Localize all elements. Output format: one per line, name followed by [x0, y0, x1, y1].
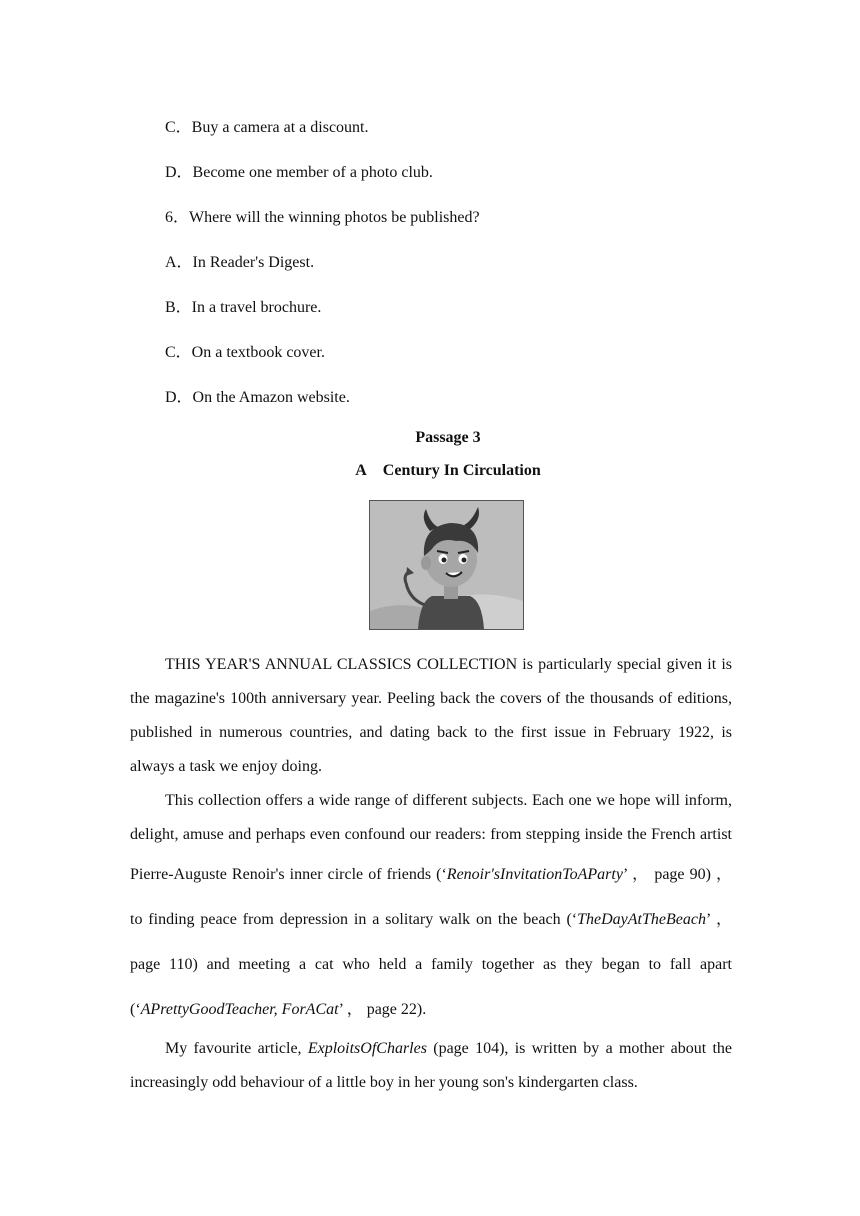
- passage-title: A Century In Circulation: [355, 462, 541, 479]
- option-d-prev: D．Become one member of a photo club.: [165, 164, 433, 181]
- question-6-option-b: B．In a travel brochure.: [165, 299, 322, 316]
- article-title-cat: APrettyGoodTeacher, ForACat: [140, 1001, 339, 1018]
- paragraph-3: [130, 1032, 732, 1100]
- question-6-option-c: C．On a textbook cover.: [165, 344, 325, 361]
- paragraph-1: THIS YEAR'S ANNUAL CLASSICS COLLECTION is particularly special given it is the magazine's 100th anniversary year. Peeling back the covers of the thousands of editions, published in numerous countries, and dating back to the first issue in February 1922, is always a task we enjoy doing.: [130, 656, 732, 775]
- question-6-stem: 6．Where will the winning photos be published?: [165, 209, 480, 226]
- paragraph-2-seg-1: (‘: [436, 866, 447, 883]
- paragraph-2: [130, 784, 732, 1032]
- question-6-option-d: D．On the Amazon website.: [165, 389, 350, 406]
- paragraph-3-rest: (page 104), is written by a mother about the increasingly odd behaviour of a little boy in her young son's kindergarten class.: [130, 1040, 732, 1091]
- passage-body: [130, 648, 732, 1100]
- paragraph-2-intro: This collection offers a wide range of different subjects. Each one we hope will inform, delight, amuse and perhaps even confound our readers: from stepping inside the French artist Pierre-Auguste Renoir's inner circle of friends: [130, 792, 732, 883]
- paragraph-3-intro: My favourite article,: [165, 1040, 308, 1057]
- option-c-prev: C．Buy a camera at a discount.: [165, 119, 369, 136]
- paragraph-2-seg-3: ’ ， page 110) and meeting a cat who held a family together as they began to fall apart (‘: [130, 911, 732, 1018]
- cartoon-boy-with-horns-icon: [369, 500, 524, 630]
- paragraph-2-seg-2: ’ ， page 90) ，to finding peace from depression in a solitary walk on the beach (‘: [130, 866, 733, 928]
- passage-label: Passage 3: [415, 429, 481, 446]
- paragraph-2-seg-4: ’ ， page 22).: [338, 1001, 427, 1018]
- article-title-beach: TheDayAtTheBeach: [577, 911, 706, 928]
- question-6-option-a: A．In Reader's Digest.: [165, 254, 315, 271]
- article-title-renoir: Renoir'sInvitationToAParty: [446, 866, 623, 883]
- article-title-charles: ExploitsOfCharles: [307, 1040, 427, 1057]
